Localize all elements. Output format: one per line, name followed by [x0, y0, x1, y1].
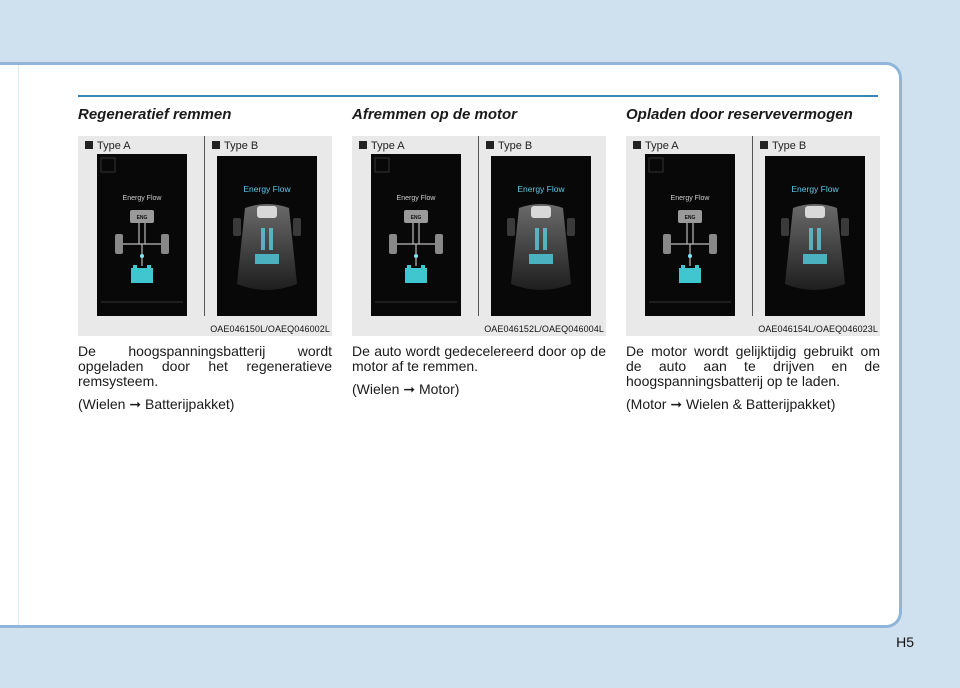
type-b-label: Type B — [486, 140, 532, 152]
type-a-screen — [371, 154, 461, 316]
type-a-label: Type A — [359, 140, 405, 152]
section-column — [352, 106, 606, 397]
energy-flow-diagram-type-b — [765, 156, 865, 316]
flow-dot-icon — [414, 254, 418, 258]
section-description: De motor wordt gelijktijdig gebruikt om de auto aan te drijven en de hoogspanningsbatterij op te laden. — [626, 343, 880, 389]
type-a-label: Type A — [633, 140, 679, 152]
energy-flow-path — [352, 382, 606, 397]
flow-lines — [397, 223, 435, 266]
screen-title: Energy Flow — [122, 195, 162, 202]
wheel-icon — [293, 218, 301, 236]
flow-lines — [123, 223, 161, 266]
type-b-label: Type B — [212, 140, 258, 152]
battery-terminal-icon — [681, 265, 685, 268]
type-a-label: Type A — [85, 140, 131, 152]
figure-code: OAE046152L/OAEQ046004L — [484, 324, 604, 334]
battery-icon — [255, 254, 279, 264]
battery-icon — [405, 268, 427, 283]
motor-icon — [257, 206, 277, 218]
battery-terminal-icon — [133, 265, 137, 268]
flow-line — [809, 228, 813, 250]
battery-icon — [679, 268, 701, 283]
energy-flow-path — [78, 397, 332, 412]
wheel-left-icon — [663, 234, 671, 254]
bullet-square-icon — [212, 141, 220, 149]
figure-code: OAE046154L/OAEQ046023L — [758, 324, 878, 334]
wheel-right-icon — [435, 234, 443, 254]
type-b-screen — [491, 156, 591, 316]
bullet-square-icon — [359, 141, 367, 149]
battery-icon — [529, 254, 553, 264]
type-b-label: Type B — [760, 140, 806, 152]
flow-line — [535, 228, 539, 250]
figure-divider — [752, 136, 753, 316]
figure-divider — [204, 136, 205, 316]
flow-dot-icon — [140, 254, 144, 258]
section-column — [626, 106, 880, 412]
wheel-icon — [781, 218, 789, 236]
type-b-screen — [765, 156, 865, 316]
engine-label: ENG — [136, 215, 148, 221]
flow-lines — [671, 223, 709, 266]
battery-terminal-icon — [421, 265, 425, 268]
energy-flow-diagram-type-b — [491, 156, 591, 316]
flow-source: (Motor — [626, 396, 667, 412]
engine-label: ENG — [410, 215, 422, 221]
wheel-icon — [567, 218, 575, 236]
motor-icon — [531, 206, 551, 218]
energy-flow-figure — [352, 136, 606, 336]
wheel-left-icon — [115, 234, 123, 254]
battery-icon — [803, 254, 827, 264]
energy-flow-path — [626, 397, 880, 412]
engine-label: ENG — [684, 215, 696, 221]
header-rule — [78, 95, 878, 97]
wheel-icon — [507, 218, 515, 236]
battery-icon — [131, 268, 153, 283]
energy-flow-diagram-type-a — [97, 154, 187, 316]
energy-flow-figure — [78, 136, 332, 336]
arrow-right-icon: ➞ — [129, 396, 142, 412]
flow-line — [269, 228, 273, 250]
wheel-icon — [233, 218, 241, 236]
screen-title: Energy Flow — [791, 184, 839, 194]
flow-target: Motor) — [418, 381, 460, 397]
page-number: H5 — [896, 634, 914, 650]
section-title: Opladen door reservevermogen — [626, 106, 853, 123]
screen-title: Energy Flow — [670, 195, 710, 202]
motor-icon — [805, 206, 825, 218]
bullet-square-icon — [760, 141, 768, 149]
battery-terminal-icon — [147, 265, 151, 268]
mode-box — [649, 158, 663, 172]
bullet-square-icon — [85, 141, 93, 149]
section-description: De hoogspanningsbatterij wordt opgeladen door het regeneratieve remsysteem. — [78, 343, 332, 389]
mode-box — [375, 158, 389, 172]
screen-title: Energy Flow — [243, 184, 291, 194]
type-a-screen — [645, 154, 735, 316]
bullet-square-icon — [486, 141, 494, 149]
arrow-right-icon: ➞ — [670, 396, 683, 412]
energy-flow-diagram-type-a — [645, 154, 735, 316]
wheel-right-icon — [161, 234, 169, 254]
bullet-square-icon — [633, 141, 641, 149]
energy-flow-figure — [626, 136, 880, 336]
wheel-right-icon — [709, 234, 717, 254]
figure-divider — [478, 136, 479, 316]
energy-flow-diagram-type-b — [217, 156, 317, 316]
type-b-screen — [217, 156, 317, 316]
flow-target: Batterijpakket) — [144, 396, 235, 412]
wheel-left-icon — [389, 234, 397, 254]
flow-dot-icon — [688, 254, 692, 258]
flow-line — [543, 228, 547, 250]
flow-line — [817, 228, 821, 250]
battery-terminal-icon — [695, 265, 699, 268]
section-column — [78, 106, 332, 412]
battery-terminal-icon — [407, 265, 411, 268]
wheel-icon — [841, 218, 849, 236]
type-a-screen — [97, 154, 187, 316]
section-title: Regeneratief remmen — [78, 106, 232, 123]
flow-target: Wielen & Batterijpakket) — [685, 396, 836, 412]
figure-code: OAE046150L/OAEQ046002L — [210, 324, 330, 334]
arrow-right-icon: ➞ — [403, 381, 416, 397]
mode-box — [101, 158, 115, 172]
flow-source: (Wielen — [352, 381, 400, 397]
flow-source: (Wielen — [78, 396, 126, 412]
energy-flow-diagram-type-a — [371, 154, 461, 316]
screen-title: Energy Flow — [517, 184, 565, 194]
screen-title: Energy Flow — [396, 195, 436, 202]
section-title: Afremmen op de motor — [352, 106, 518, 123]
flow-line — [261, 228, 265, 250]
section-description: De auto wordt gedecelereerd door op de motor af te remmen. — [352, 343, 606, 374]
